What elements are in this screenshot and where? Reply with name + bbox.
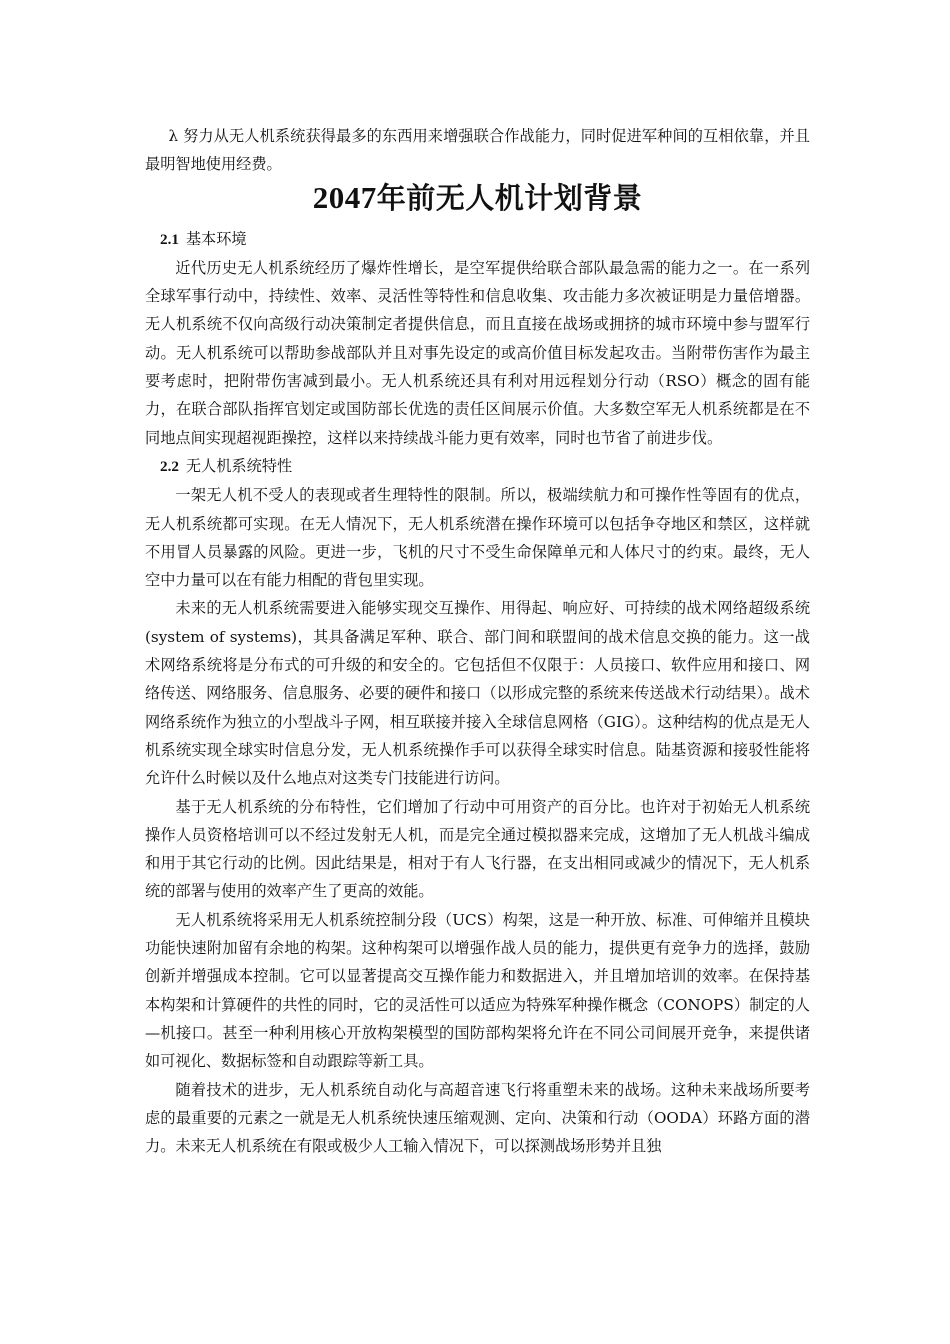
body-paragraph: 无人机系统将采用无人机系统控制分段（UCS）构架，这是一种开放、标准、可伸缩并且模块功能快速附加留有余地的构架。这种构架可以增强作战人员的能力，提供更有竞争力的选择，鼓励创新并增强成本控制。它可以显著提高交互操作能力和数据进入，并且增加培训的效率。在保持基本构架和计算硬件的共性的同时，它的灵活性可以适应为特殊军种操作概念（CONOPS）制定的人—机接口。甚至一种利用核心开放构架模型的国防部构架将允许在不同公司间展开竞争，来提供诸如可视化、数据标签和自动跟踪等新工具。 bbox=[145, 910, 810, 1071]
body-paragraph: 基于无人机系统的分布特性，它们增加了行动中可用资产的百分比。也许对于初始无人机系统操作人员资格培训可以不经过发射无人机，而是完全通过模拟器来完成，这增加了无人机战斗编成和用于其它行动的比例。因此结果是，相对于有人飞行器，在支出相同或减少的情况下，无人机系统的部署与使用的效率产生了更高的效能。 bbox=[145, 797, 810, 901]
title-year: 2047 bbox=[312, 179, 377, 215]
section-number: 2.2 bbox=[160, 457, 179, 475]
section-heading-2-2 bbox=[145, 452, 810, 481]
page-title bbox=[145, 177, 810, 219]
section-heading-2-1 bbox=[145, 225, 810, 254]
document-page bbox=[145, 122, 810, 1160]
body-paragraph: 随着技术的进步，无人机系统自动化与高超音速飞行将重塑未来的战场。这种未来战场所要考虑的最重要的元素之一就是无人机系统快速压缩观测、定向、决策和行动（OODA）环路方面的潜力。未来无人机系统在有限或极少人工输入情况下，可以探测战场形势并且独 bbox=[145, 1080, 810, 1156]
title-text: 年前无人机计划背景 bbox=[376, 180, 643, 215]
intro-paragraph: λ 努力从无人机系统获得最多的东西用来增强联合作战能力，同时促进军种间的互相依靠，并且最明智地使用经费。 bbox=[145, 127, 810, 174]
body-paragraph: 近代历史无人机系统经历了爆炸性增长，是空军提供给联合部队最急需的能力之一。在一系列全球军事行动中，持续性、效率、灵活性等特性和信息收集、攻击能力多次被证明是力量倍增器。无人机系统不仅向高级行动决策制定者提供信息，而且直接在战场或拥挤的城市环境中参与盟军行动。无人机系统可以帮助参战部队并且对事先设定的或高价值目标发起攻击。当附带伤害作为最主要考虑时，把附带伤害减到最小。无人机系统还具有利对用远程划分行动（RSO）概念的固有能力，在联合部队指挥官划定或国防部长优选的责任区间展示价值。大多数空军无人机系统都是在不同地点间实现超视距操控，这样以来持续战斗能力更有效率，同时也节省了前进步伐。 bbox=[145, 258, 810, 447]
body-paragraph: 一架无人机不受人的表现或者生理特性的限制。所以，极端续航力和可操作性等固有的优点，无人机系统都可实现。在无人情况下，无人机系统潜在操作环境可以包括争夺地区和禁区，这样就不用冒人员暴露的风险。更进一步，飞机的尺寸不受生命保障单元和人体尺寸的约束。最终，无人空中力量可以在有能力相配的背包里实现。 bbox=[145, 486, 810, 590]
body-paragraph: 未来的无人机系统需要进入能够实现交互操作、用得起、响应好、可持续的战术网络超级系统(system of systems)，其具备满足军种、联合、部门间和联盟间的战术信息交换的能力。这一战术网络系统将是分布式的可升级的和安全的。它包括但不仅限于：人员接口、软件应用和接口、网络传送、网络服务、信息服务、必要的硬件和接口（以形成完整的系统来传送战术行动结果）。战术网络系统作为独立的小型战斗子网，相互联接并接入全球信息网格（GIG）。这种结构的优点是无人机系统实现全球实时信息分发，无人机系统操作手可以获得全球实时信息。陆基资源和接驳性能将允许什么时候以及什么地点对这类专门技能进行访问。 bbox=[145, 599, 810, 788]
section-heading-text: 基本环境 bbox=[185, 229, 247, 248]
section-number: 2.1 bbox=[160, 230, 179, 248]
section-heading-text: 无人机系统特性 bbox=[185, 456, 293, 475]
